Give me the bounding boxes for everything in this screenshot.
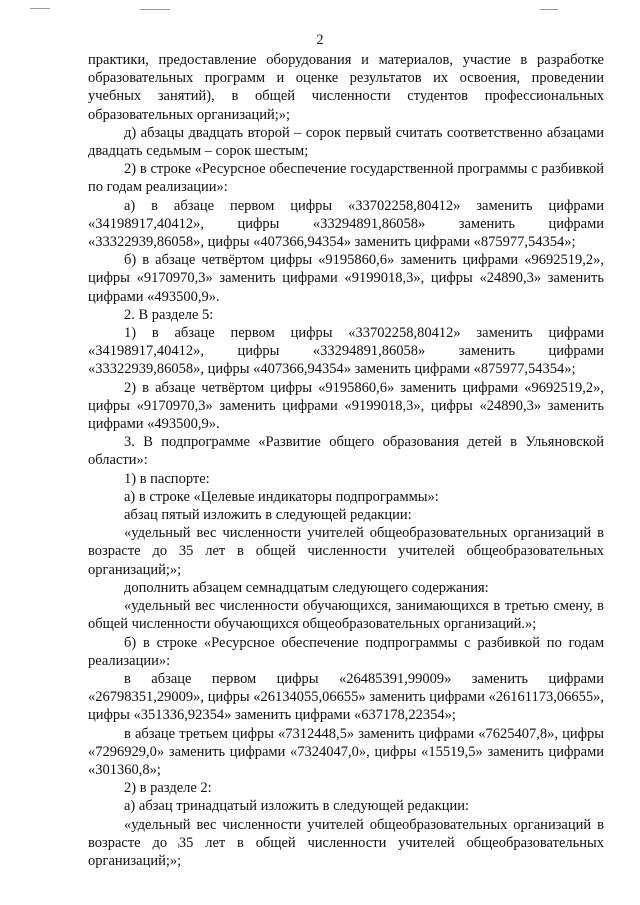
scan-artifact: [140, 9, 170, 10]
paragraph: а) в строке «Целевые индикаторы подпрограммы»:: [124, 488, 439, 505]
paragraph: 3. В подпрограмме «Развитие общего образования детей в Ульяновской области»:: [88, 434, 604, 469]
paragraph: «удельный вес численности учителей общеобразовательных организаций в возрасте до 35 лет в общей численности учителей общеобразовательных организаций;»;: [88, 525, 604, 578]
paragraph: в абзаце первом цифры «26485391,99009» заменить цифрами «26798351,29009», цифры «26134055,06655» заменить цифрами «26161173,06655», цифры «351336,92354» заменить цифрами «637178,22354»;: [88, 670, 604, 724]
scan-artifact: [540, 9, 558, 10]
paragraph: «удельный вес численности обучающихся, занимающихся в третью смену, в общей численности обучающихся общеобразовательных организаций.»;: [88, 598, 604, 633]
paragraph: абзац пятый изложить в следующей редакции:: [124, 507, 412, 524]
paragraph: а) в абзаце первом цифры «33702258,80412» заменить цифрами «34198917,40412», цифры «33294891,86058» заменить цифрами «33322939,86058», цифры «407366,94354» заменить цифрами «875977,54354»;: [88, 197, 604, 251]
document-body: [88, 51, 604, 870]
paragraph: практики, предоставление оборудования и материалов, участие в разработке образовательных программ и оценке результатов их освоения, проведении учебных занятий), в общей численности студентов профессиональных образовательных организаций;»;: [88, 52, 604, 123]
paragraph: 2) в абзаце четвёртом цифры «9195860,6» заменить цифрами «9692519,2», цифры «9170970,3» заменить цифрами «9199018,3», цифры «24890,3» заменить цифрами «493500,9».: [88, 379, 604, 433]
paragraph: б) в строке «Ресурсное обеспечение подпрограммы с разбивкой по годам реализации»:: [88, 634, 604, 669]
paragraph: а) абзац тринадцатый изложить в следующей редакции:: [124, 798, 470, 815]
paragraph: 1) в абзаце первом цифры «33702258,80412» заменить цифрами «34198917,40412», цифры «33294891,86058» заменить цифрами «33322939,86058», цифры «407366,94354» заменить цифрами «875977,54354»;: [88, 325, 604, 378]
paragraph: д) абзацы двадцать второй – сорок первый считать соответственно абзацами двадцать седьмым – сорок шестым;: [88, 124, 604, 160]
scan-artifact: [30, 8, 50, 9]
page-number: 2: [316, 32, 324, 48]
paragraph: дополнить абзацем семнадцатым следующего содержания:: [124, 579, 489, 596]
paragraph: б) в абзаце четвёртом цифры «9195860,6» заменить цифрами «9692519,2», цифры «9170970,3» заменить цифрами «9199018,3», цифры «24890,3» заменить цифрами «493500,9».: [88, 252, 604, 305]
paragraph: 2) в разделе 2:: [124, 780, 212, 797]
paragraph: 1) в паспорте:: [124, 470, 210, 487]
paragraph: 2) в строке «Ресурсное обеспечение государственной программы с разбивкой по годам реализации»:: [88, 161, 604, 196]
paragraph: «удельный вес численности учителей общеобразовательных организаций в возрасте до 35 лет в общей численности учителей общеобразовательных организаций;»;: [88, 816, 604, 869]
paragraph: в абзаце третьем цифры «7312448,5» заменить цифрами «7625407,8», цифры «7296929,0» заменить цифрами «7324047,0», цифры «15519,5» заменить цифрами «301360,8»;: [88, 725, 604, 778]
paragraph: 2. В разделе 5:: [124, 306, 214, 323]
